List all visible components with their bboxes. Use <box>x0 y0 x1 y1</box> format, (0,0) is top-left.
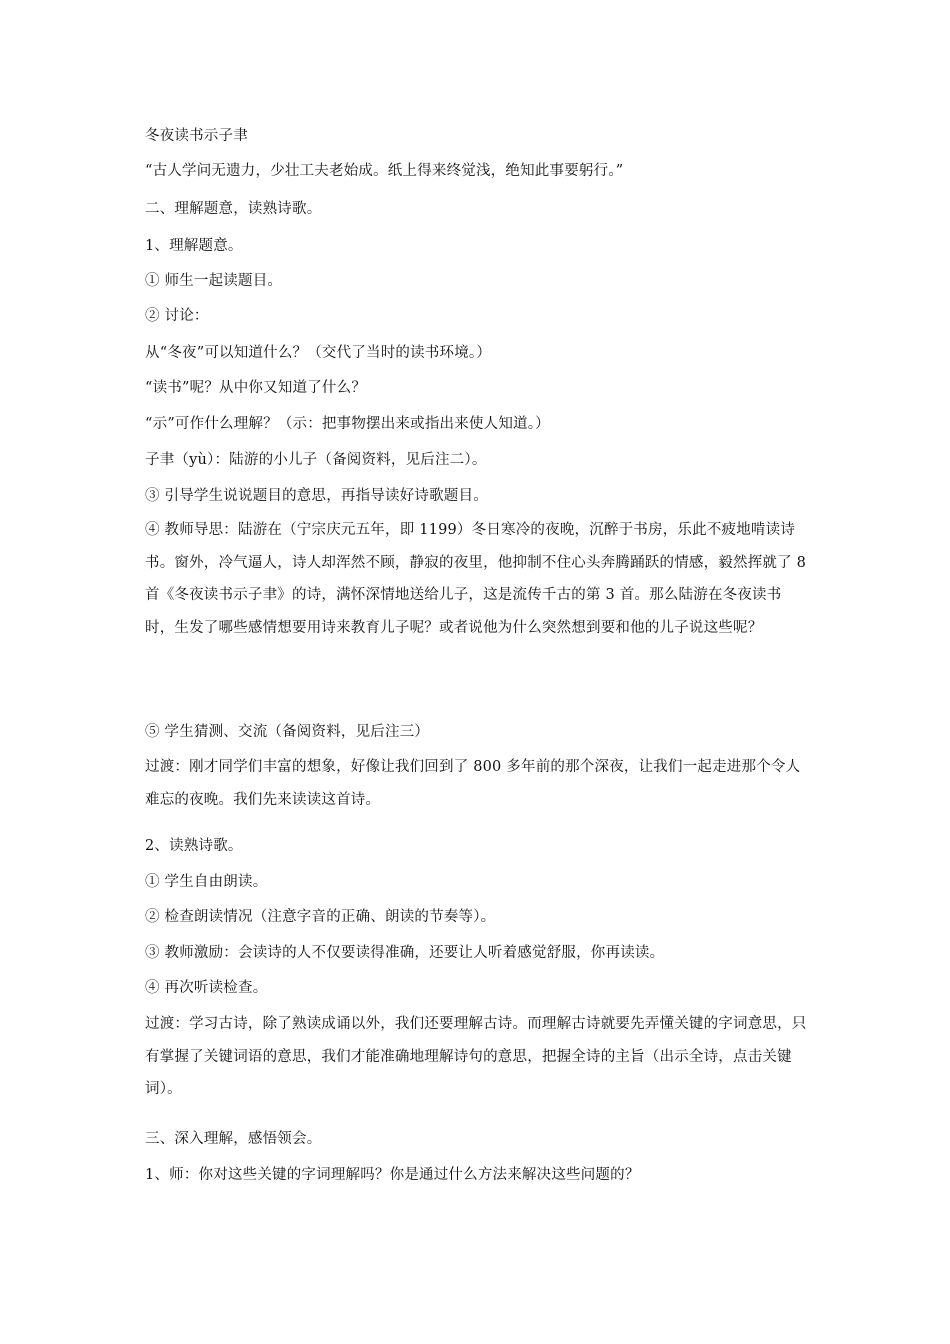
list-item: ② 讨论： <box>145 308 209 324</box>
list-item: ③ 引导学生说说题目的意思，再指导读好诗歌题目。 <box>145 488 488 504</box>
transition-paragraph: 过渡：刚才同学们丰富的想象，好像让我们回到了 800 多年前的那个深夜，让我们一起走进那个令人难忘的夜晚。我们先来读读这首诗。 <box>145 759 801 808</box>
list-item: ① 师生一起读题目。 <box>145 273 283 289</box>
teacher-guidance-paragraph: ④ 教师导思：陆游在（宁宗庆元五年，即 1199）冬日寒冷的夜晚，沉醉于书房，乐此不疲地啃读诗书。窗外，冷气逼人，诗人却浑然不顾，静寂的夜里，他抑制不住心头奔腾踊跃的情感，毅然挥就了 8 首《冬夜读书示子聿》的诗，满怀深情地送给儿子，这是流传千古的第 3 首。那么陆游在冬夜读书时，生发了哪些感情想要用诗来教育儿子呢？或者说他为什么突然想到要和他的儿子说这些呢？ <box>145 522 807 636</box>
poem-text: “古人学问无遗力，少壮工夫老始成。纸上得来终觉浅，绝知此事要躬行。” <box>145 163 624 179</box>
subsection-heading: 1、理解题意。 <box>145 238 243 254</box>
list-item: ② 检查朗读情况（注意字音的正确、朗读的节奏等）。 <box>145 909 496 925</box>
discussion-question: 子聿（yù）：陆游的小儿子（备阅资料，见后注二）。 <box>145 452 487 468</box>
subsection-heading: 2、读熟诗歌。 <box>145 838 243 854</box>
list-item: 1、师：你对这些关键的字词理解吗？你是通过什么方法来解决这些问题的？ <box>145 1167 640 1183</box>
document-title: 冬夜读书示子聿 <box>145 128 248 144</box>
list-item: ⑤ 学生猜测、交流（备阅资料，见后注三） <box>145 724 430 740</box>
discussion-question: 从“冬夜”可以知道什么？（交代了当时的读书环境。） <box>145 345 492 361</box>
section-heading: 二、理解题意，读熟诗歌。 <box>145 201 322 217</box>
list-item: ① 学生自由朗读。 <box>145 874 268 890</box>
discussion-question: “示”可作什么理解？（示：把事物摆出来或指出来使人知道。） <box>145 416 550 432</box>
discussion-question: “读书”呢？从中你又知道了什么？ <box>145 380 367 396</box>
list-item: ③ 教师激励：会读诗的人不仅要读得准确，还要让人听着感觉舒服，你再读读。 <box>145 945 665 961</box>
list-item: ④ 再次听读检查。 <box>145 980 268 996</box>
transition-paragraph: 过渡：学习古诗，除了熟读成诵以外，我们还要理解古诗。而理解古诗就要先弄懂关键的字词意思，只有掌握了关键词语的意思，我们才能准确地理解诗句的意思，把握全诗的主旨（出示全诗，点击关键词）。 <box>145 1016 807 1097</box>
section-heading: 三、深入理解，感悟领会。 <box>145 1131 322 1147</box>
